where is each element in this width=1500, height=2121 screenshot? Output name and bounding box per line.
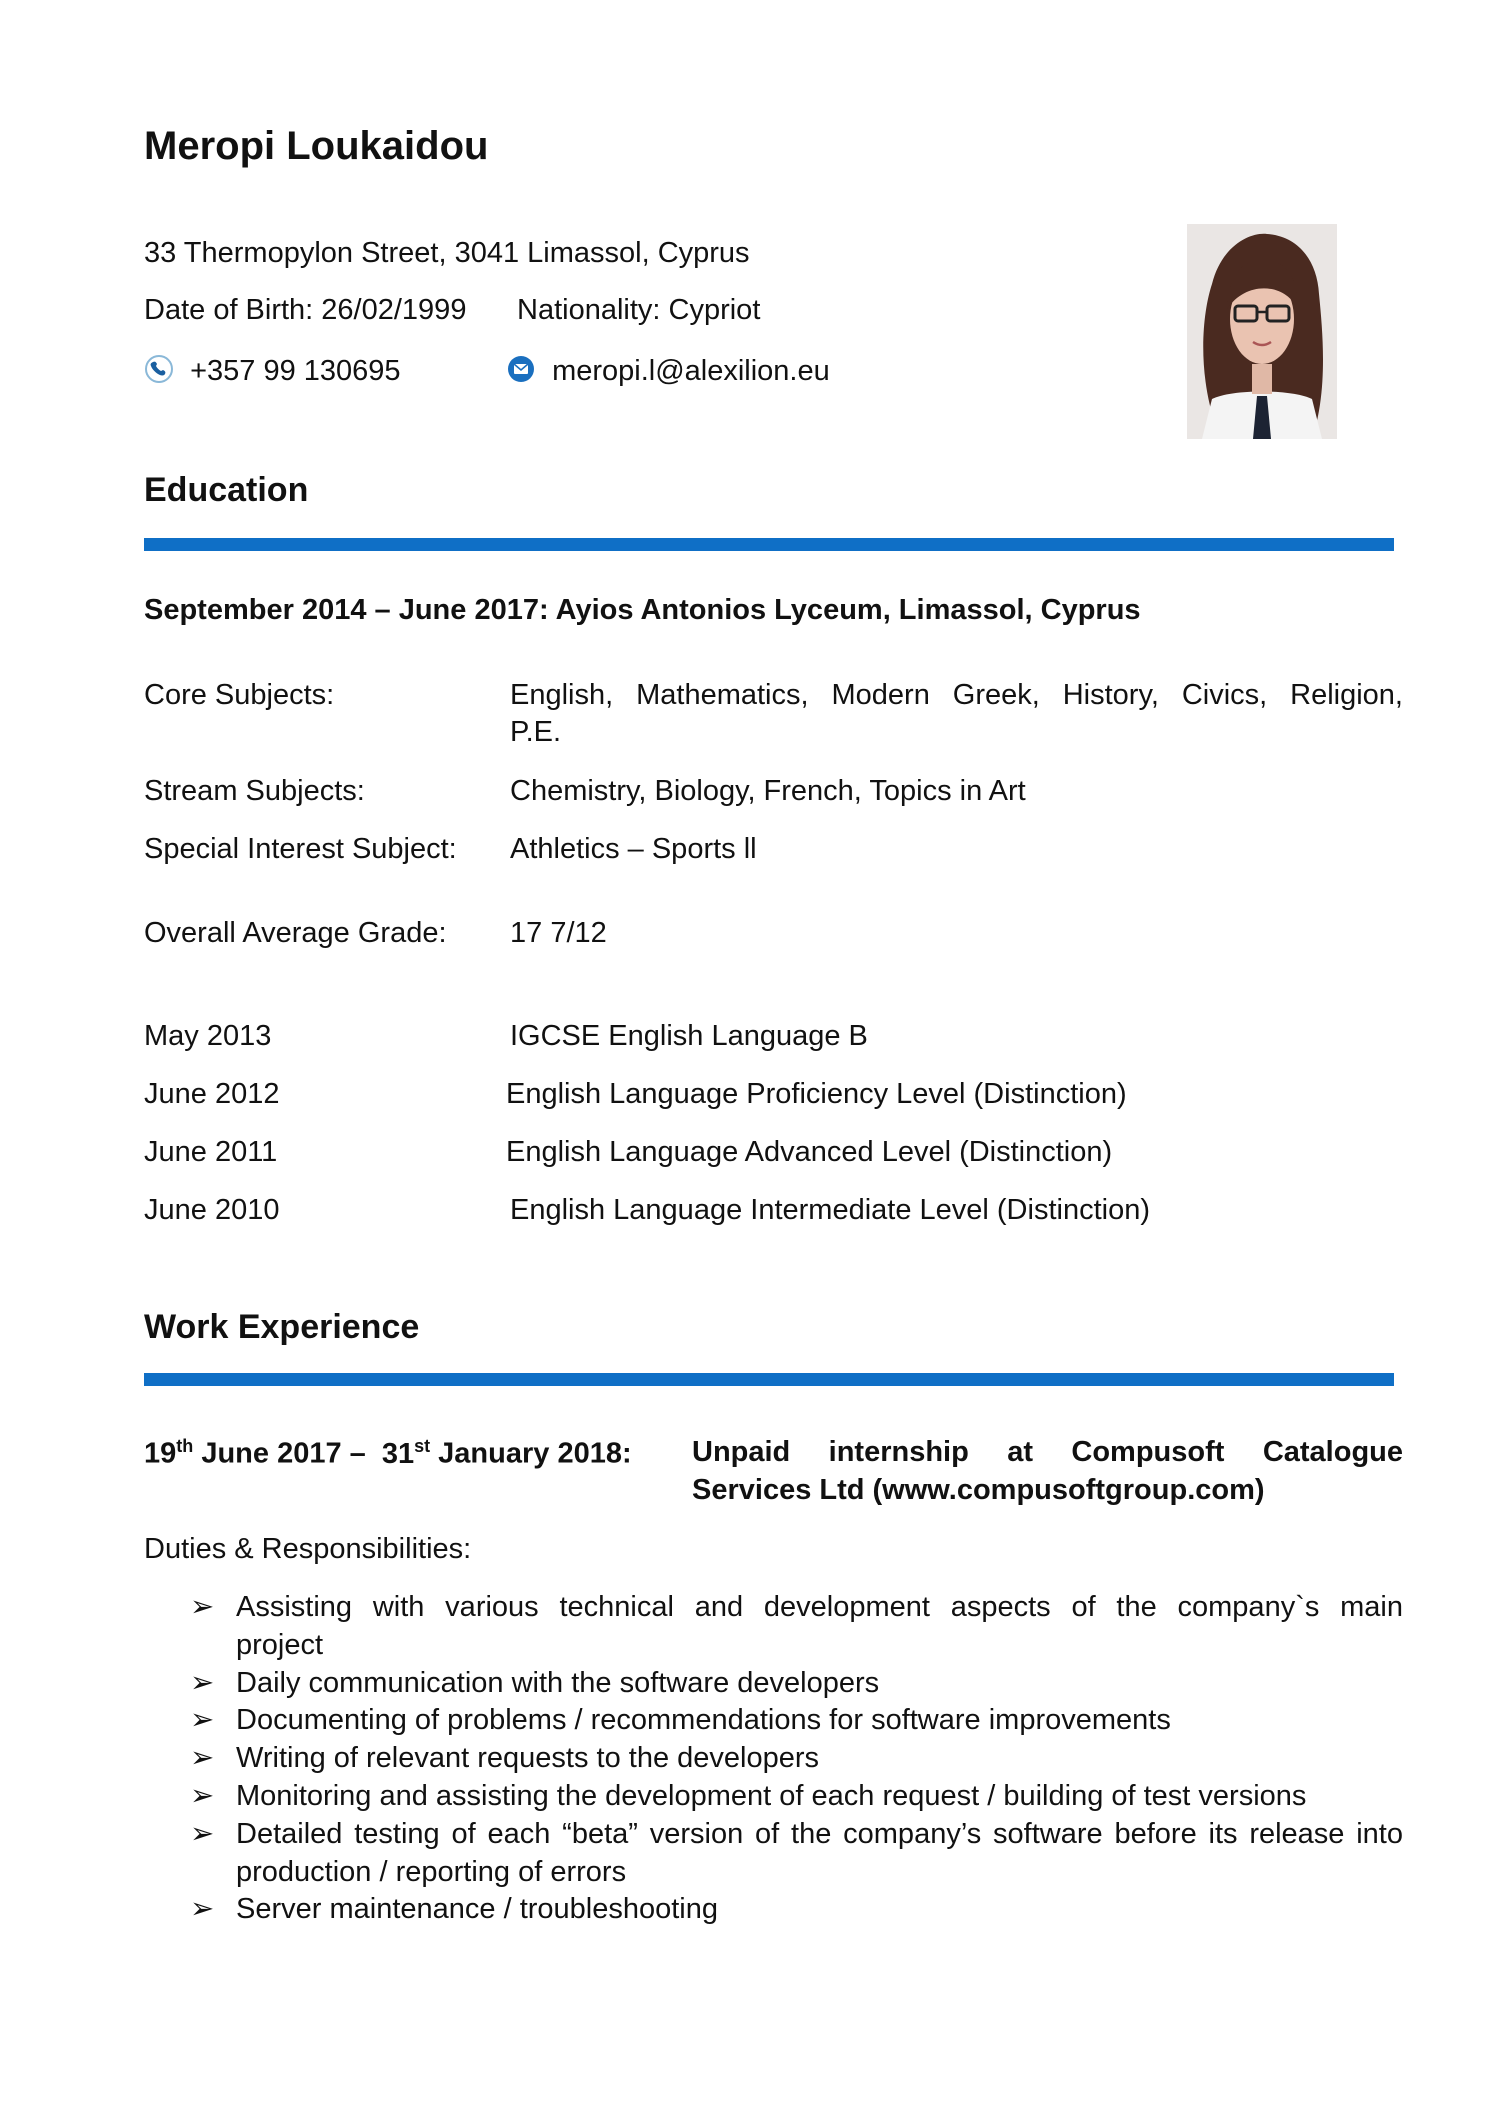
duties-label: Duties & Responsibilities: [144, 1533, 472, 1565]
email-address[interactable]: meropi.l@alexilion.eu [552, 355, 830, 387]
duty-item [190, 1665, 1403, 1703]
certificate-title: English Language Advanced Level (Distinction) [506, 1136, 1113, 1168]
arrow-bullet-icon: ➢ [190, 1591, 215, 1623]
arrow-bullet-icon: ➢ [190, 1893, 215, 1926]
duties-list [190, 1589, 1403, 1929]
duty-text: Server maintenance / troubleshooting [236, 1893, 719, 1926]
core-subjects-value: English, Mathematics, Modern Greek, History, Civics, Religion, [510, 679, 1403, 711]
stream-subjects-label: Stream Subjects: [144, 775, 365, 807]
work-experience-title: Work Experience [144, 1308, 420, 1346]
date-of-birth: Date of Birth: 26/02/1999 [144, 294, 467, 326]
work-period [144, 1436, 632, 1471]
nationality: Nationality: Cypriot [517, 294, 761, 326]
core-subjects-label: Core Subjects: [144, 679, 335, 711]
special-interest-value: Athletics – Sports ll [510, 833, 757, 865]
special-interest-label: Special Interest Subject: [144, 833, 457, 865]
duty-item [190, 1778, 1403, 1816]
work-end-day: 31 [381, 1437, 415, 1470]
arrow-bullet-icon: ➢ [190, 1742, 215, 1775]
arrow-bullet-icon: ➢ [190, 1704, 215, 1737]
arrow-bullet-icon: ➢ [190, 1666, 215, 1699]
education-heading: September 2014 – June 2017: Ayios Antonios Lyceum, Limassol, Cyprus [144, 594, 1141, 626]
certificate-date: June 2011 [144, 1136, 278, 1168]
arrow-bullet-icon: ➢ [190, 1817, 215, 1850]
phone-icon [144, 354, 174, 384]
duty-text-cont: project [236, 1628, 324, 1661]
duty-text: Detailed testing of each “beta” version of the company’s software before its release into [236, 1817, 1403, 1850]
core-subjects-value-cont: P.E. [510, 716, 562, 748]
work-role: Unpaid internship at Compusoft Catalogue [692, 1436, 1403, 1468]
duty-text: Daily communication with the software developers [236, 1666, 880, 1699]
certificate-title: English Language Intermediate Level (Distinction) [510, 1194, 1150, 1226]
duty-item [190, 1891, 1403, 1929]
average-grade-value: 17 7/12 [510, 917, 607, 949]
duty-text: Monitoring and assisting the development of each request / building of test versions [236, 1779, 1307, 1812]
email-contact [506, 354, 830, 388]
arrow-bullet-icon: ➢ [190, 1779, 215, 1812]
certificate-date: May 2013 [144, 1020, 272, 1052]
work-divider [144, 1373, 1394, 1386]
work-start-rest: June 2017 – [193, 1437, 366, 1470]
duty-item [190, 1589, 1403, 1665]
certificate-date: June 2010 [144, 1194, 280, 1226]
address: 33 Thermopylon Street, 3041 Limassol, Cyprus [144, 237, 750, 269]
certificate-title: English Language Proficiency Level (Distinction) [506, 1078, 1127, 1110]
work-start-day: 19 [144, 1437, 177, 1470]
work-end-suffix: st [414, 1436, 431, 1456]
duty-text: Writing of relevant requests to the developers [236, 1742, 820, 1775]
duty-text: Documenting of problems / recommendations for software improvements [236, 1704, 1171, 1737]
phone-number[interactable]: +357 99 130695 [190, 355, 401, 387]
education-divider [144, 538, 1394, 551]
profile-photo [1187, 224, 1337, 439]
duty-text: Assisting with various technical and development aspects of the company`s main [236, 1591, 1403, 1623]
duty-item [190, 1702, 1403, 1740]
phone-contact [144, 354, 401, 388]
work-start-suffix: th [176, 1436, 194, 1456]
email-icon [506, 354, 536, 384]
average-grade-label: Overall Average Grade: [144, 917, 447, 949]
duty-item [190, 1740, 1403, 1778]
education-title: Education [144, 471, 309, 509]
duty-item [190, 1816, 1403, 1892]
duty-text-cont: production / reporting of errors [236, 1855, 627, 1888]
stream-subjects-value: Chemistry, Biology, French, Topics in Art [510, 775, 1026, 807]
work-role-cont: Services Ltd (www.compusoftgroup.com) [692, 1474, 1265, 1506]
work-end-rest: January 2018: [430, 1437, 632, 1470]
certificate-date: June 2012 [144, 1078, 280, 1110]
candidate-name: Meropi Loukaidou [144, 124, 489, 168]
certificate-title: IGCSE English Language B [510, 1020, 868, 1052]
